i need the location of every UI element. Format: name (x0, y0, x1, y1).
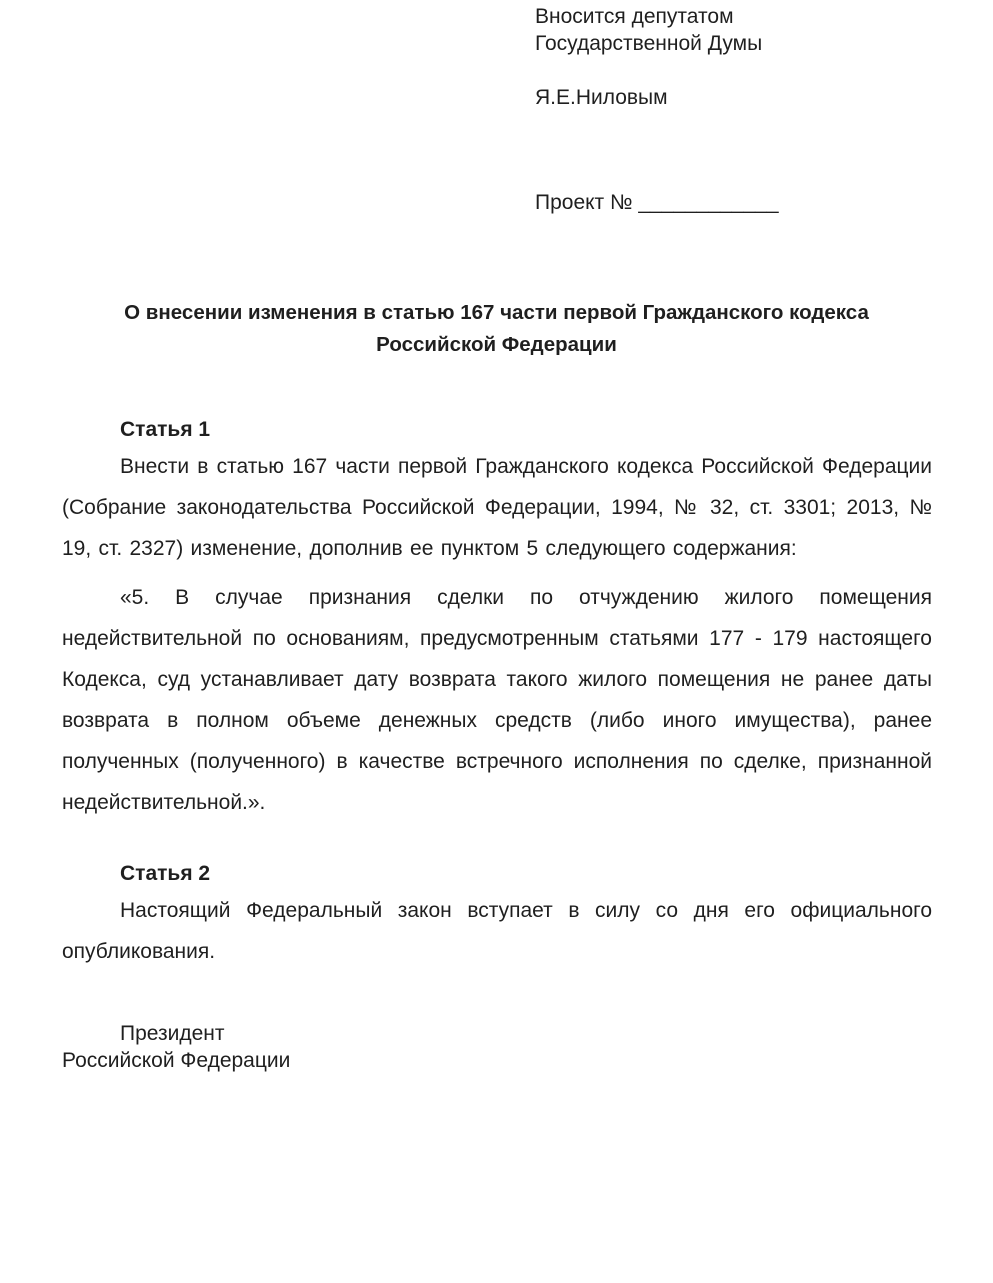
article-2-paragraph-1: Настоящий Федеральный закон вступает в силу со дня его официального опубликования. (62, 899, 932, 963)
header-spacer (535, 57, 973, 84)
project-number-line: Проект № ____________ (535, 191, 779, 214)
signature-organization: Российской Федерации (62, 1049, 291, 1072)
submitted-by-line-1: Вносится депутатом (535, 5, 734, 28)
signature-block (62, 1020, 932, 1074)
document-page (0, 3, 993, 1283)
document-title: О внесении изменения в статью 167 части первой Гражданского кодекса Российской Федерации (124, 301, 869, 356)
article-1-paragraph-2: «5. В случае признания сделки по отчуждению жилого помещения недействительной по основаниям, предусмотренным статьями 177 - 179 настоящего Кодекса, суд устанавливает дату возврата такого жилого помещения не ранее даты возврата в полном объеме денежных средств (либо иного имущества), ранее полученных (полученного) в качестве встречного исполнения по сделке, признанной недействительной.». (62, 586, 932, 814)
submitted-by-line-2: Государственной Думы (535, 32, 763, 55)
signature-position: Президент (120, 1022, 225, 1045)
article-1-paragraph-1: Внести в статью 167 части первой Гражданского кодекса Российской Федерации (Собрание законодательства Российской Федерации, 1994, № 32, ст. 3301; 2013, № 19, ст. 2327) изменение, дополнив ее пунктом 5 следующего содержания: (62, 455, 932, 560)
author-name: Я.Е.Ниловым (535, 86, 668, 109)
article-1-heading: Статья 1 (120, 418, 211, 441)
submission-header (535, 3, 973, 111)
document-body (62, 416, 932, 1074)
article-2-heading: Статья 2 (120, 862, 211, 885)
